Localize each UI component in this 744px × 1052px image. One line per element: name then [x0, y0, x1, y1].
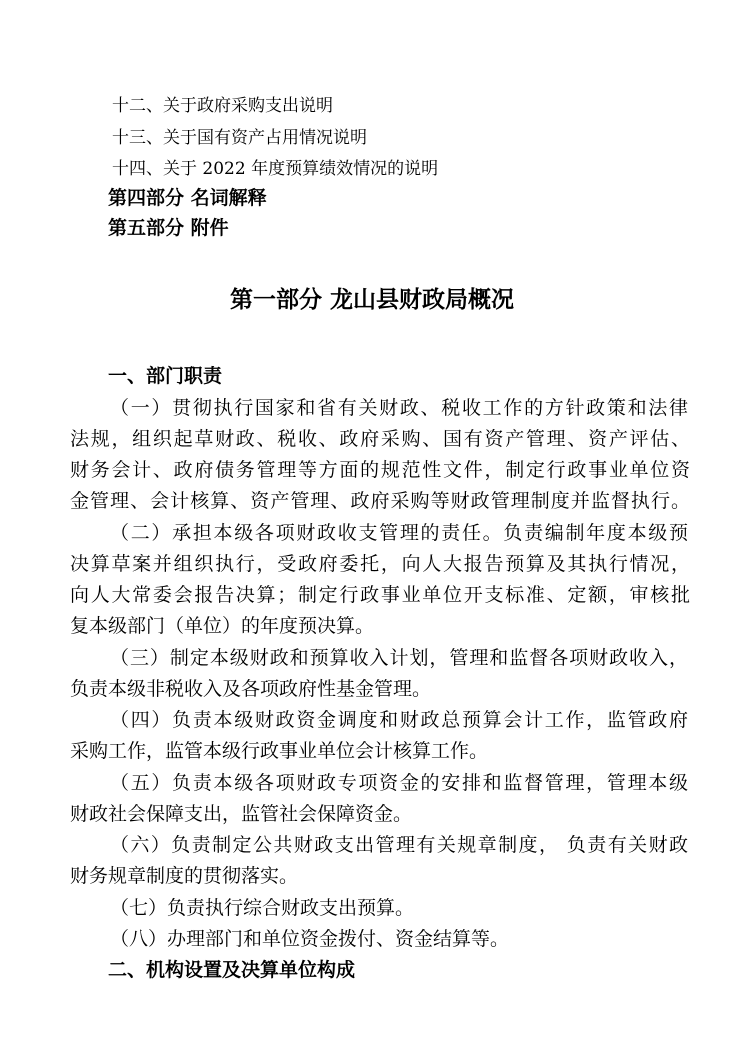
toc-item: 十四、关于 2022 年度预算绩效情况的说明 — [112, 159, 439, 179]
paragraph-line: （五）负责本级各项财政专项资金的安排和监督管理，管理本级 — [110, 772, 688, 794]
paragraph-line: 财务规章制度的贯彻落实。 — [70, 865, 299, 887]
paragraph-line: （六）负责制定公共财政支出管理有关规章制度， 负责有关财政 — [110, 834, 688, 856]
heading-dept-duties: 一、部门职责 — [108, 365, 223, 387]
paragraph-line: 采购工作，监管本级行政事业单位会计核算工作。 — [70, 740, 489, 762]
paragraph-line: （二）承担本级各项财政收支管理的责任。负责编制年度本级预 — [110, 522, 688, 544]
paragraph-line: （三）制定本级财政和预算收入计划，管理和监督各项财政收入， — [110, 647, 688, 669]
toc-item: 十三、关于国有资产占用情况说明 — [112, 128, 367, 148]
paragraph-line: （七）负责执行综合财政支出预算。 — [110, 897, 415, 919]
paragraph-line: 财政社会保障支出，监管社会保障资金。 — [70, 803, 413, 825]
paragraph-line: （四）负责本级财政资金调度和财政总预算会计工作，监管政府 — [110, 709, 688, 731]
paragraph-line: （八）办理部门和单位资金拨付、资金结算等。 — [110, 928, 510, 950]
paragraph-line: 向人大常委会报告决算；制定行政事业单位开支标准、定额，审核批 — [70, 584, 690, 606]
toc-part: 第四部分 名词解释 — [108, 187, 267, 209]
toc-part: 第五部分 附件 — [108, 217, 229, 239]
paragraph-line: 决算草案并组织执行，受政府委托，向人大报告预算及其执行情况， — [70, 553, 690, 575]
section-title: 第一部分 龙山县财政局概况 — [229, 286, 514, 313]
paragraph-line: 法规，组织起草财政、税收、政府采购、国有资产管理、资产评估、 — [70, 428, 690, 450]
paragraph-line: （一）贯彻执行国家和省有关财政、税收工作的方针政策和法律 — [110, 397, 688, 419]
paragraph-line: 负责本级非税收入及各项政府性基金管理。 — [70, 678, 432, 700]
toc-item: 十二、关于政府采购支出说明 — [112, 96, 333, 116]
paragraph-line: 金管理、会计核算、资产管理、政府采购等财政管理制度并监督执行。 — [70, 490, 690, 512]
paragraph-line: 复本级部门（单位）的年度预决算。 — [70, 615, 375, 637]
paragraph-line: 财务会计、政府债务管理等方面的规范性文件，制定行政事业单位资 — [70, 459, 690, 481]
heading-org-structure: 二、机构设置及决算单位构成 — [108, 959, 356, 981]
